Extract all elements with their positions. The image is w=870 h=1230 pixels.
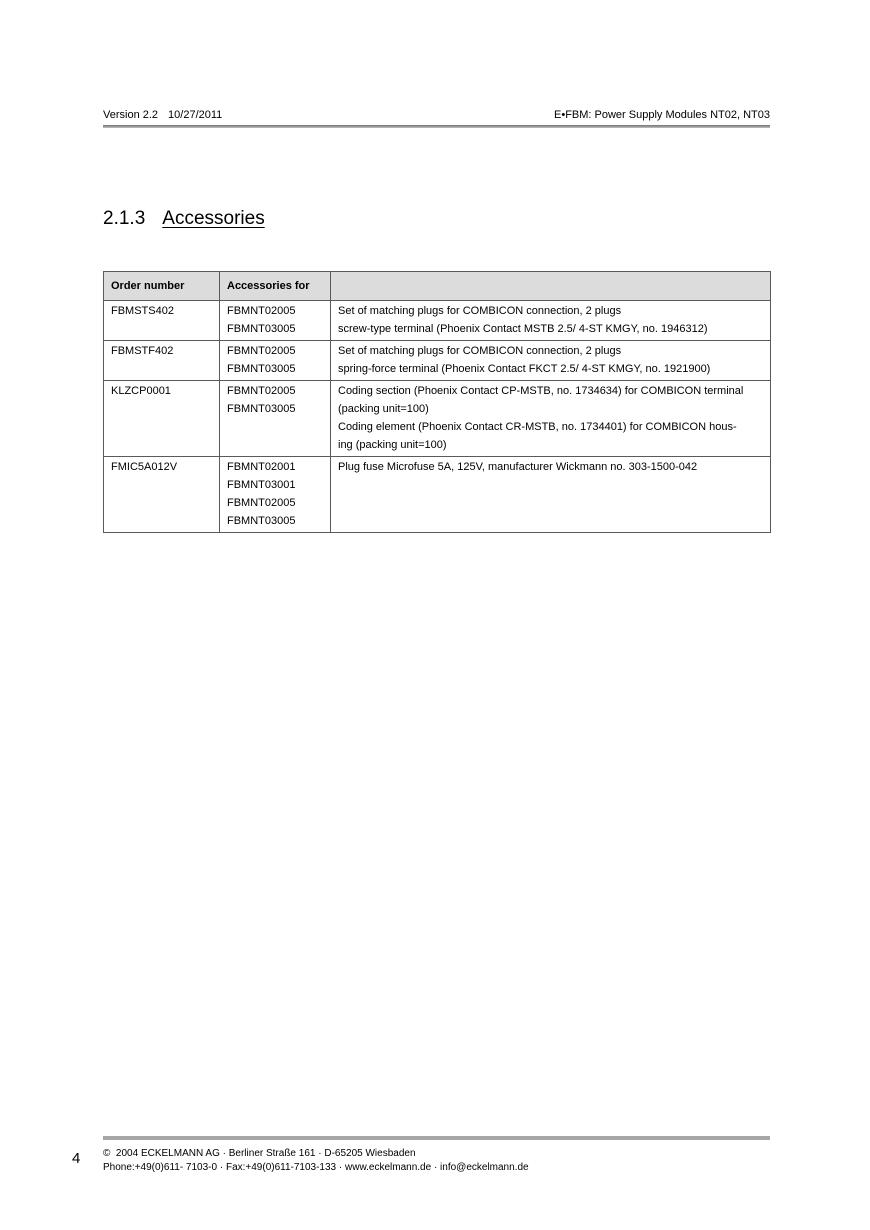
order-number-cell	[104, 381, 220, 457]
header-document-title: E•FBM: Power Supply Modules NT02, NT03	[554, 109, 770, 121]
accessories-table-wrap	[103, 271, 771, 533]
header-rule	[103, 125, 770, 128]
accessories-for-line: FBMNT02005	[227, 385, 296, 397]
section-heading	[103, 208, 265, 230]
description-line: ing (packing unit=100)	[338, 439, 447, 451]
order-number-cell	[104, 341, 220, 381]
section-number: 2.1.3	[103, 208, 146, 229]
accessories-for-line: FBMNT03001	[227, 479, 296, 491]
description-line: Coding section (Phoenix Contact CP-MSTB, no. 1734634) for COMBICON terminal	[338, 385, 744, 397]
description-cell	[331, 341, 771, 381]
column-header-accessories-for: Accessories for	[220, 272, 331, 301]
table-header-row	[104, 272, 771, 301]
order-number-cell	[104, 301, 220, 341]
order-number-cell	[104, 457, 220, 533]
section-title: Accessories	[162, 208, 265, 229]
accessories-for-line: FBMNT03005	[227, 363, 296, 375]
accessories-for-cell	[220, 301, 331, 341]
footer-rule	[103, 1136, 770, 1140]
description-cell	[331, 381, 771, 457]
accessories-for-line: FBMNT02005	[227, 305, 296, 317]
order-number-text: KLZCP0001	[111, 385, 171, 397]
page-header	[103, 109, 770, 122]
copyright-line: © 2004 ECKELMANN AG · Berliner Straße 161 · D-65205 Wiesbaden	[103, 1148, 416, 1159]
description-line: spring-force terminal (Phoenix Contact FKCT 2.5/ 4-ST KMGY, no. 1921900)	[338, 363, 711, 375]
description-cell	[331, 457, 771, 533]
header-version-text: Version 2.2	[103, 109, 159, 121]
table-row	[104, 457, 771, 533]
order-number-text: FMIC5A012V	[111, 461, 178, 473]
contact-line: Phone:+49(0)611- 7103-0 · Fax:+49(0)611-7103-133 · www.eckelmann.de · info@eckelmann.de	[103, 1162, 529, 1173]
page-footer	[103, 1147, 529, 1175]
description-line: Coding element (Phoenix Contact CR-MSTB, no. 1734401) for COMBICON hous-	[338, 421, 737, 433]
accessories-for-line: FBMNT03005	[227, 403, 296, 415]
order-number-text: FBMSTS402	[111, 305, 174, 317]
description-line: screw-type terminal (Phoenix Contact MSTB 2.5/ 4-ST KMGY, no. 1946312)	[338, 323, 708, 335]
column-header-description	[331, 272, 771, 301]
accessories-for-cell	[220, 457, 331, 533]
header-date-text: 10/27/2011	[168, 109, 223, 121]
description-line: Set of matching plugs for COMBICON connection, 2 plugs	[338, 305, 622, 317]
table-row	[104, 381, 771, 457]
order-number-text: FBMSTF402	[111, 345, 174, 357]
description-line: Plug fuse Microfuse 5A, 125V, manufacturer Wickmann no. 303-1500-042	[338, 461, 698, 473]
description-cell	[331, 301, 771, 341]
accessories-for-line: FBMNT03005	[227, 323, 296, 335]
column-header-order-number: Order number	[104, 272, 220, 301]
accessories-for-line: FBMNT03005	[227, 515, 296, 527]
page-number: 4	[72, 1150, 81, 1167]
accessories-for-line: FBMNT02005	[227, 497, 296, 509]
description-line: (packing unit=100)	[338, 403, 429, 415]
accessories-for-cell	[220, 341, 331, 381]
accessories-for-line: FBMNT02005	[227, 345, 296, 357]
table-row	[104, 301, 771, 341]
header-version	[103, 109, 222, 122]
description-line: Set of matching plugs for COMBICON connection, 2 plugs	[338, 345, 622, 357]
accessories-table	[103, 271, 771, 533]
accessories-for-cell	[220, 381, 331, 457]
accessories-for-line: FBMNT02001	[227, 461, 296, 473]
table-row	[104, 341, 771, 381]
